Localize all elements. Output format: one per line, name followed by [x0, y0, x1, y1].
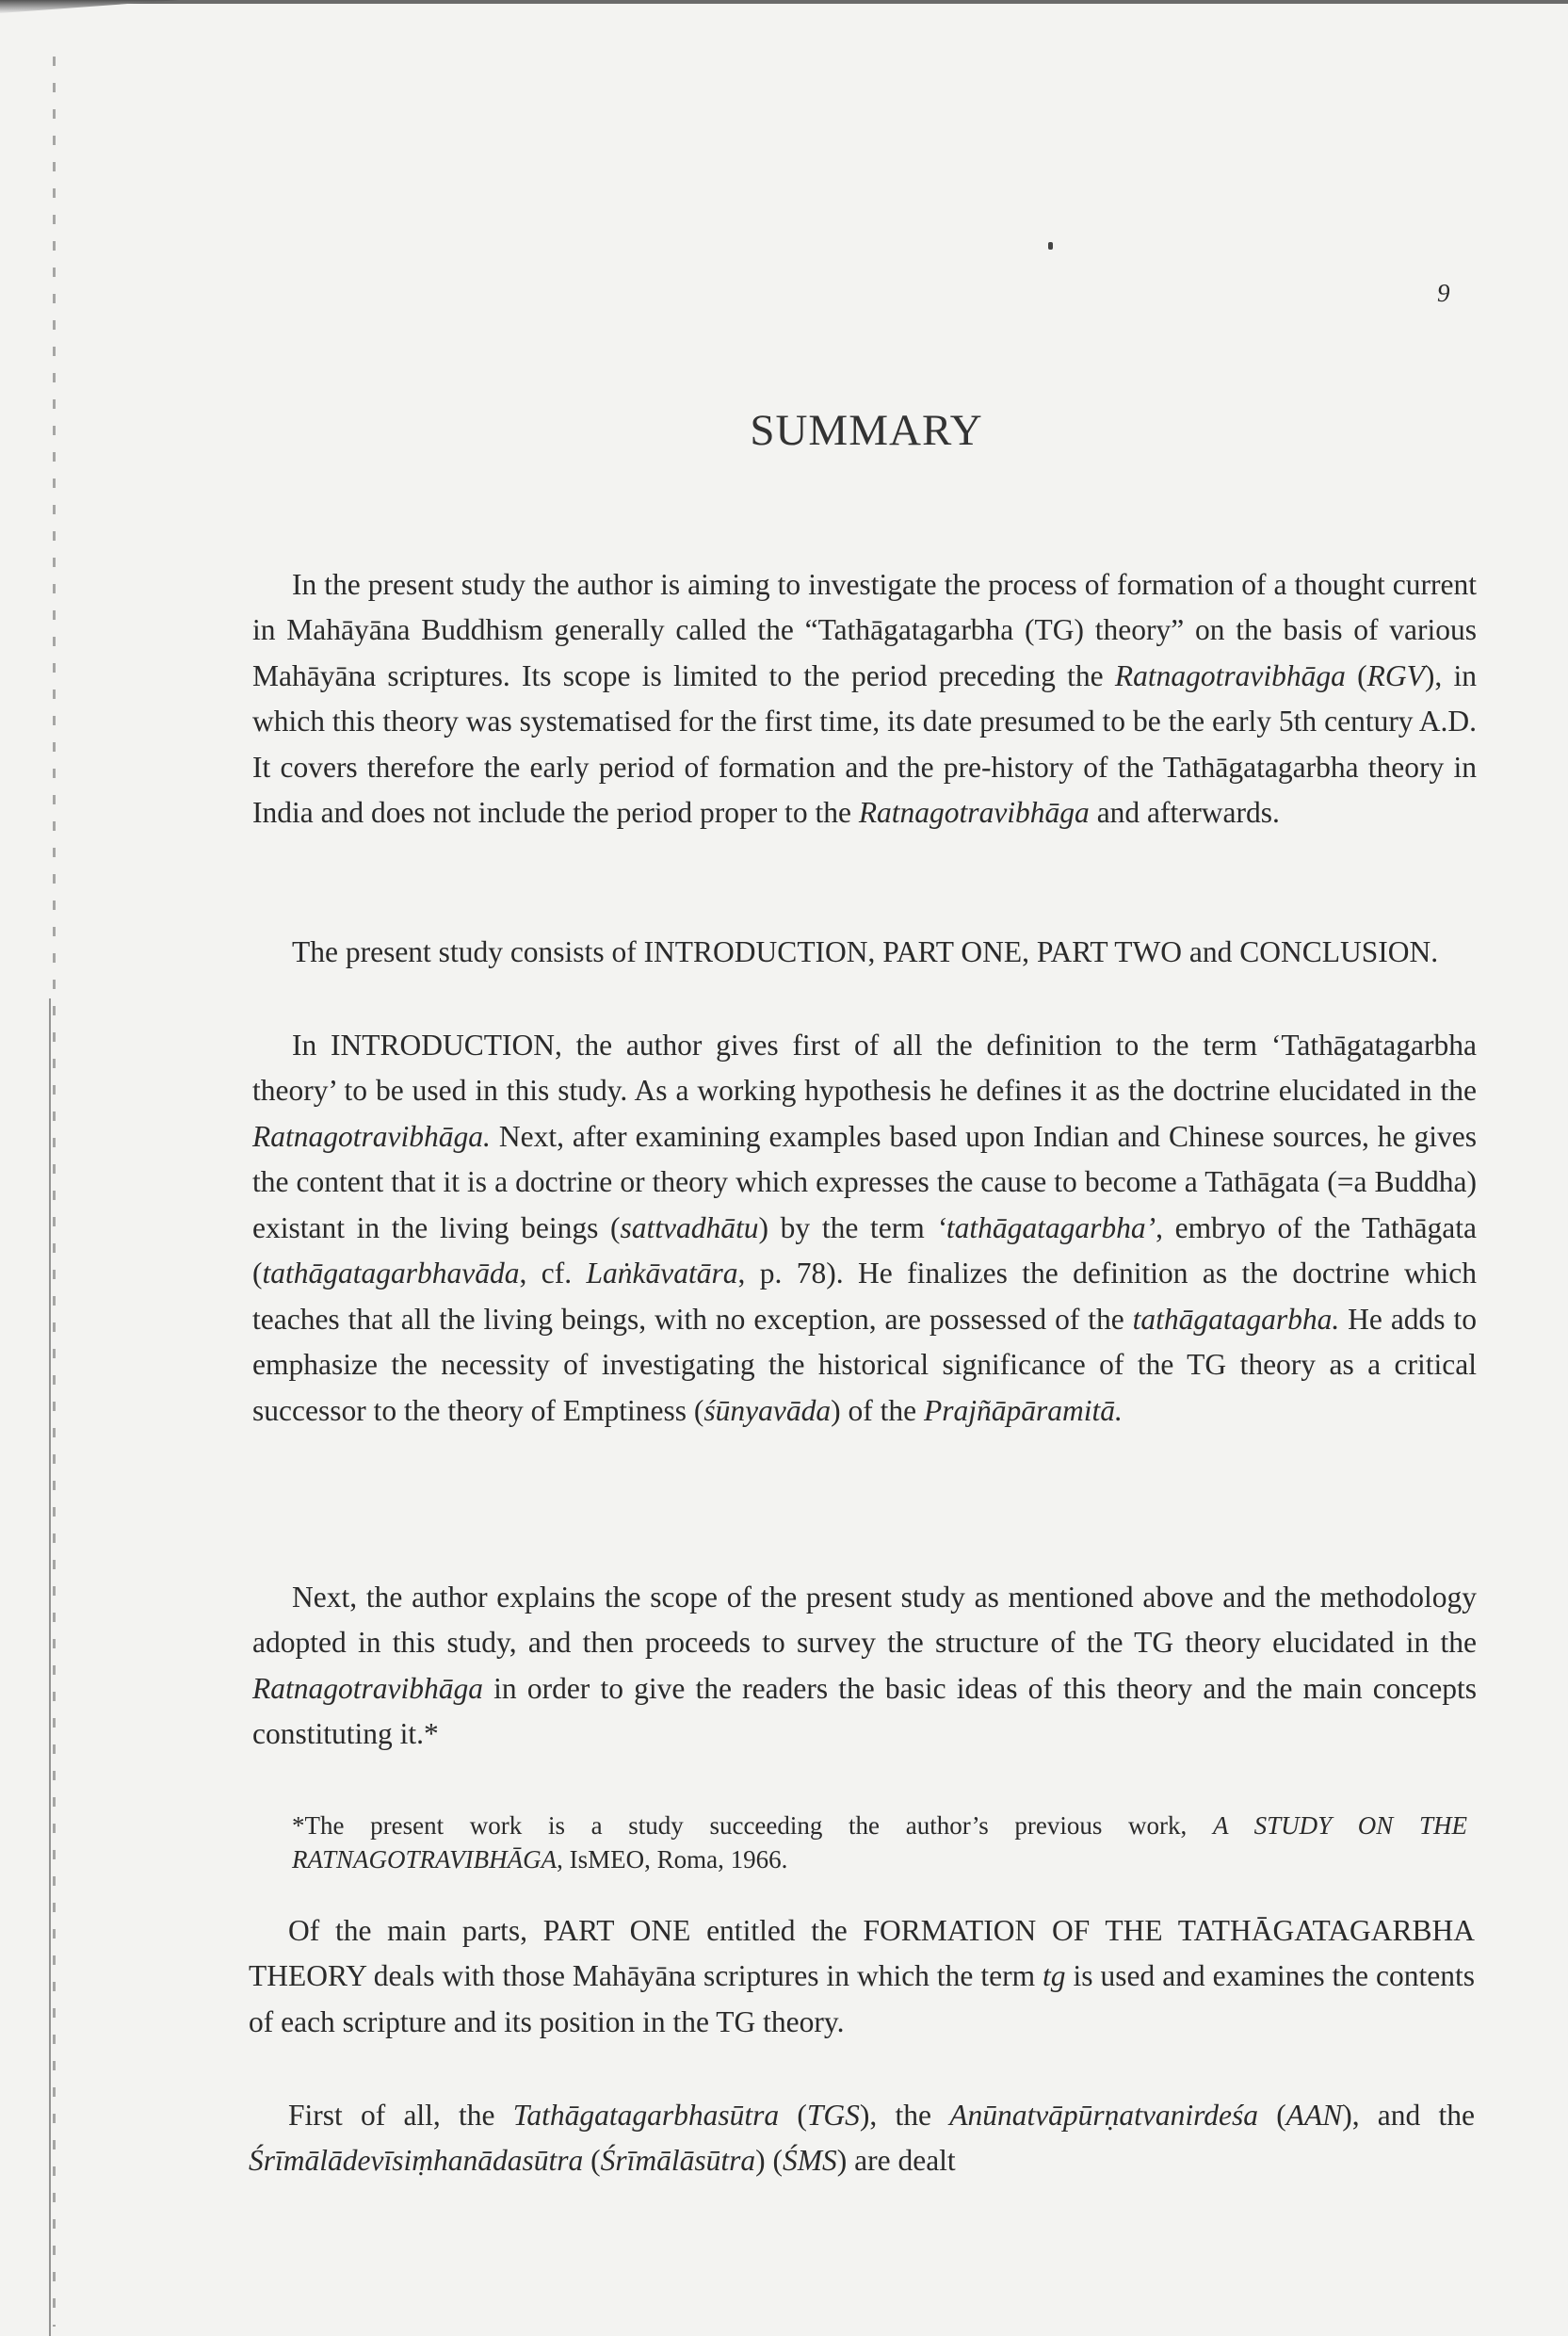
scan-corner-mark [0, 0, 179, 13]
scan-top-edge [0, 0, 1568, 4]
paragraph-4: Next, the author explains the scope of the present study as mentioned above and the methodology adopted in this study, and then proceeds to survey the structure of the TG theory elucidated in the Ratnagotravibhāga in order to give the readers the basic ideas of this theory and the main concepts constituting it.* [252, 1580, 1477, 1750]
paragraph-3: In INTRODUCTION, the author gives first of all the definition to the term ‘Tathāgatagarbha theory’ to be used in this study. As a working hypothesis he defines it as the doctrine elucidated in the Ratnagotravibhāga. Next, after examining examples based upon Indian and Chinese sources, he gives the content that it is a doctrine or theory which expresses the cause to become a Tathāgata (=a Buddha) existant in the living beings (sattvadhātu) by the term ‘tathāgatagarbha’, embryo of the Tathāgata (tathāgatagarbhavāda, cf. Laṅkāvatāra, p. 78). He finalizes the definition as the doctrine which teaches that all the living beings, with no exception, are possessed of the tathāgatagarbha. He adds to emphasize the necessity of investigating the historical significance of the TG theory as a critical successor to the theory of Emptiness (śūnyavāda) of the Prajñāpāramitā. [252, 1028, 1477, 1427]
footnote: *The present work is a study succeeding the author’s previous work, A STUDY ON THE RATNAGOTRAVIBHĀGA, IsMEO, Roma, 1966. [292, 1811, 1467, 1874]
paragraph-2: The present study consists of INTRODUCTION, PART ONE, PART TWO and CONCLUSION. [292, 934, 1439, 968]
page-number: 9 [1437, 279, 1450, 307]
scan-speck [1048, 242, 1053, 250]
paragraph-1: In the present study the author is aiming to investigate the process of formation of a thought current in Mahāyāna Buddhism generally called the “Tathāgatagarbha (TG) theory” on the basis of various Mahāyāna scriptures. Its scope is limited to the period preceding the Ratnagotravibhāga (RGV), in which this theory was systematised for the first time, its date presumed to be the early 5th century A.D. It covers therefore the early period of formation and the pre-history of the Tathāgatagarbha theory in India and does not include the period proper to the Ratnagotravibhāga and afterwards. [252, 567, 1477, 829]
paragraph-6: First of all, the Tathāgatagarbhasūtra (TGS), the Anūnatvāpūrṇatvanirdeśa (AAN), and the Śrīmālādevīsiṃhanādasūtra (Śrīmālāsūtra) (ŚMS) are dealt [249, 2098, 1475, 2177]
binding-edge [53, 57, 56, 2327]
paragraph-5: Of the main parts, PART ONE entitled the FORMATION OF THE TATHĀGATAGARBHA THEORY deals with those Mahāyāna scriptures in which the term tg is used and examines the contents of each scripture and its position in the TG theory. [249, 1913, 1475, 2038]
page-title: SUMMARY [750, 406, 983, 455]
binding-edge-line [49, 998, 51, 2336]
